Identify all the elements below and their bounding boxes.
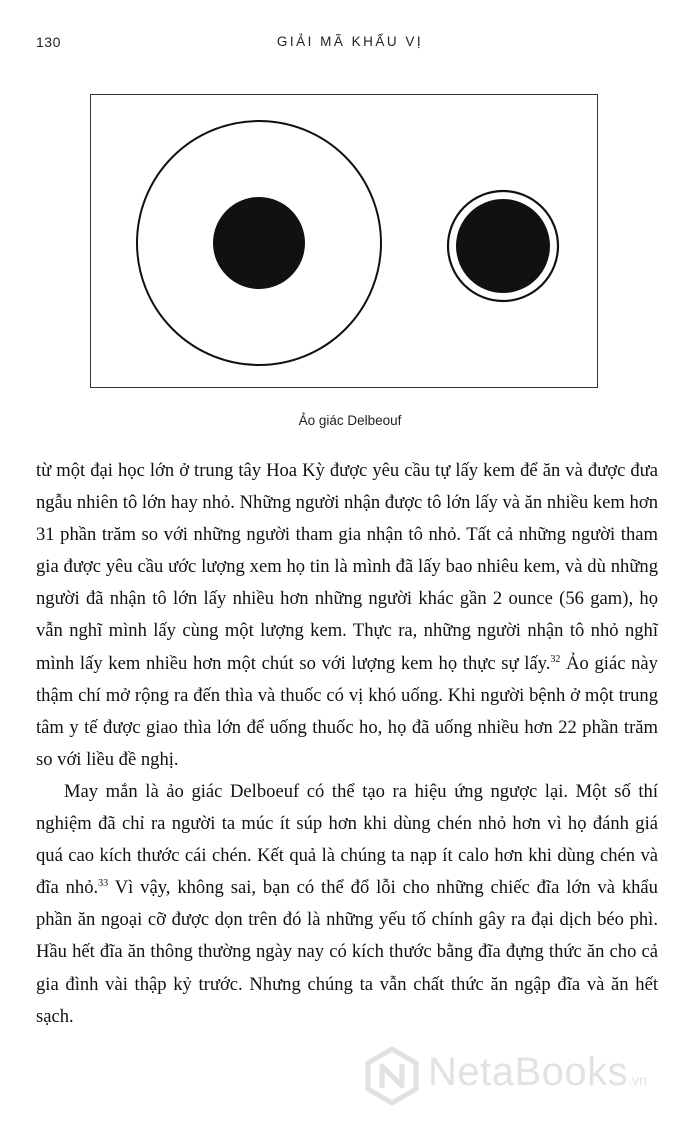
running-header-title: GIẢI MÃ KHẨU VỊ: [276, 34, 424, 49]
paragraph-2-text: May mắn là ảo giác Delboeuf có thể tạo ra hiệu ứng ngược lại. Một số thí nghiệm đã chỉ ra người ta múc ít súp hơn khi dùng chén nhỏ hơn vì họ đánh giá quá cao kích thước cái chén. Kết quả là chúng ta nạp ít calo hơn khi dùng chén và đĩa nhỏ.: [36, 780, 658, 899]
paragraph-2: [36, 776, 658, 1033]
footnote-marker-33: 33: [98, 878, 109, 890]
watermark-brand: NetaBooks: [428, 1050, 629, 1094]
large-ring-inner-dot: [213, 197, 305, 289]
delboeuf-illusion-diagram: [91, 95, 599, 389]
figure-caption: Ảo giác Delbeouf: [298, 413, 402, 428]
small-ring-inner-dot: [456, 199, 550, 293]
paragraph-1-text: từ một đại học lớn ở trung tây Hoa Kỳ được yêu cầu tự lấy kem để ăn và được đưa ngẫu nhiên tô lớn hay nhỏ. Những người nhận được tô lớn lấy và ăn nhiều kem hơn 31 phần trăm so với những người tham gia nhận tô nhỏ. Tất cả những người tham gia được yêu cầu ước lượng xem họ tin là mình đã lấy bao nhiêu kem, và dù những người đã nhận tô lớn lấy nhiều hơn những người khác gần 2 ounce (56 gam), họ vẫn nghĩ mình lấy cùng một lượng kem. Thực ra, những người nhận tô nhỏ nghĩ mình lấy kem nhiều hơn một chút so với lượng kem họ thực sự lấy.: [36, 460, 658, 674]
netabooks-logo-icon: [362, 1046, 422, 1106]
body-text: [36, 455, 658, 1033]
paragraph-2-continuation: Vì vậy, không sai, bạn có thể đổ lỗi cho những chiếc đĩa lớn và khẩu phần ăn ngoại cỡ được dọn trên đó là những yếu tố chính gây ra đại dịch béo phì. Hầu hết đĩa ăn thông thường ngày nay có kích thước bằng đĩa đựng thức ăn cho cả gia đình vài thập kỷ trước. Nhưng chúng ta vẫn chất thức ăn ngập đĩa và ăn hết sạch.: [36, 877, 658, 1027]
netabooks-watermark: [362, 1044, 692, 1108]
watermark-suffix: .vn: [628, 1072, 647, 1088]
page-number: 130: [36, 34, 61, 50]
delboeuf-illusion-figure: [90, 94, 598, 388]
paragraph-1-continuation: Ảo giác này thậm chí mở rộng ra đến thìa và thuốc có vị khó uống. Khi người bệnh ở một trung tâm y tế được giao thìa lớn để uống thuốc ho, họ đã uống nhiều hơn 22 phần trăm so với liều đề nghị.: [36, 652, 658, 770]
footnote-marker-32: 32: [550, 653, 561, 665]
paragraph-1: [36, 455, 658, 776]
